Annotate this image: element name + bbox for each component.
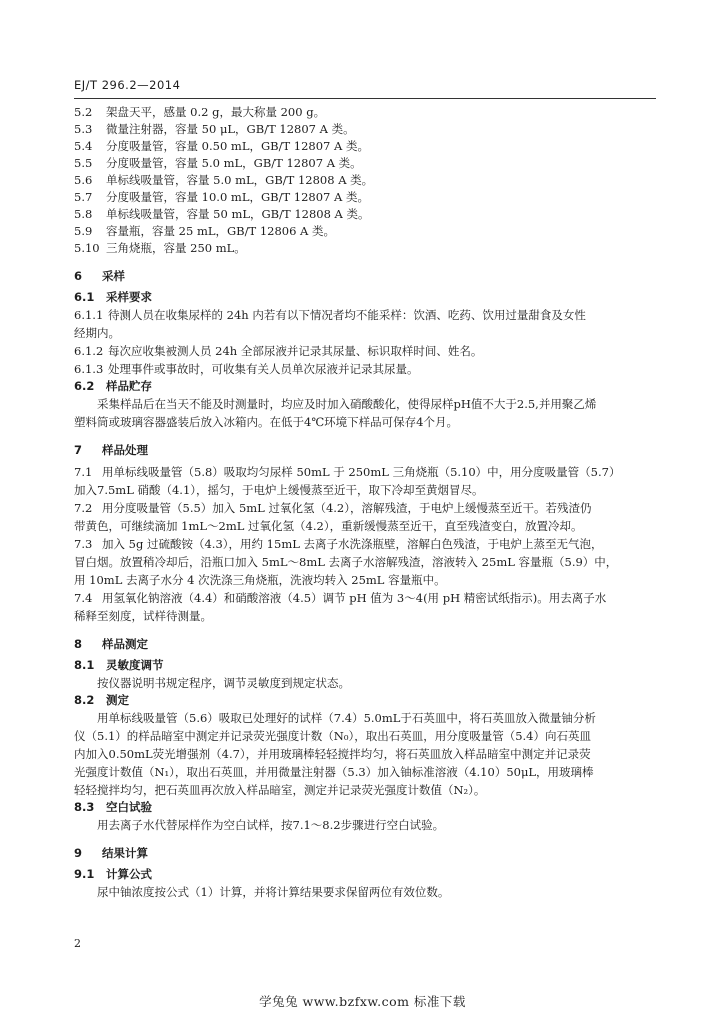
list-item: 5.2 架盘天平，感量 0.2 g，最大称量 200 g。 [74,105,326,119]
paragraph: 6.1.1 待测人员在收集尿样的 24h 内若有以下情况者均不能采样：饮酒、吃药、饮用过量甜食及女性 [74,308,586,322]
paragraph: 7.4 用氢氧化钠溶液（4.4）和硝酸溶液（4.5）调节 pH 值为 3～4(用 pH 精密试纸指示)。用去离子水 [74,591,607,605]
paragraph: 采集样品后在当天不能及时测量时，均应及时加入硝酸酸化，使得尿样pH值不大于2.5,并用聚乙烯 [97,397,597,411]
paragraph: 7.3 加入 5g 过硫酸铵（4.3），用约 15mL 去离子水洗涤瓶壁，溶解白色残渣，于电炉上蒸至无气泡， [74,537,603,551]
paragraph: 7.1 用单标线吸量管（5.8）吸取均匀尿样 50mL 于 250mL 三角烧瓶（5.10）中，用分度吸量管（5.7） [74,465,621,479]
list-item: 5.3 微量注射器，容量 50 μL，GB/T 12807 A 类。 [74,122,355,136]
paragraph: 按仪器说明书规定程序，调节灵敏度到规定状态。 [97,676,350,690]
paragraph-continuation: 内加入0.50mL荧光增强剂（4.7），并用玻璃棒轻轻搅拌均匀，将石英皿放入样品暗室中测定并记录荧 [74,747,591,761]
section-heading-measurement: 8 样品测定 [74,637,148,651]
paragraph-continuation: 仪（5.1）的样品暗室中测定并记录荧光强度计数（N₀），取出石英皿，用分度吸量管（5.4）向石英皿 [74,729,591,743]
list-item: 5.5 分度吸量管，容量 5.0 mL，GB/T 12807 A 类。 [74,156,362,170]
paragraph: 6.1.3 处理事件或事故时，可收集有关人员单次尿液并记录其尿量。 [74,362,419,376]
list-item: 5.6 单标线吸量管，容量 5.0 mL，GB/T 12808 A 类。 [74,173,374,187]
list-item: 5.10 三角烧瓶，容量 250 mL。 [74,241,246,255]
paragraph-continuation: 塑料筒或玻璃容器盛装后放入冰箱内。在低于4℃环境下样品可保存4个月。 [74,415,458,429]
subsection-heading: 8.1 灵敏度调节 [74,658,164,672]
list-item: 5.8 单标线吸量管，容量 50 mL，GB/T 12808 A 类。 [74,207,370,221]
subsection-heading: 9.1 计算公式 [74,867,152,881]
paragraph-continuation: 轻轻搅拌均匀，把石英皿再次放入样品暗室，测定并记录荧光强度计数值（N₂）。 [74,783,486,797]
paragraph: 7.2 用分度吸量管（5.5）加入 5mL 过氧化氢（4.2），溶解残渣，于电炉上缓慢蒸至近干。若残渣仍 [74,501,592,515]
paragraph-continuation: 带黄色，可继续滴加 1mL～2mL 过氧化氢（4.2），重新缓慢蒸至近干，直至残渣变白，放置冷却。 [74,519,583,533]
equipment-list [74,104,659,257]
paragraph-continuation: 冒白烟。放置稍冷却后，沿瓶口加入 5mL～8mL 去离子水溶解残渣，溶液转入 25mL 容量瓶（5.9）中， [74,555,618,569]
subsection-heading: 8.2 测定 [74,693,129,707]
footer-watermark: 学兔兔 www.bzfxw.com 标准下载 [259,994,466,1009]
paragraph-continuation: 光强度计数值（N₁），取出石英皿，并用微量注射器（5.3）加入铀标准溶液（4.10）50μL，用玻璃棒 [74,765,594,779]
list-item: 5.4 分度吸量管，容量 0.50 mL，GB/T 12807 A 类。 [74,139,369,153]
section-heading-sampling: 6 采样 [74,269,125,283]
paragraph-continuation: 经期内。 [74,326,120,340]
main-content [74,104,659,901]
paragraph-continuation: 加入7.5mL 硝酸（4.1），摇匀，于电炉上缓慢蒸至近干，取下冷却至黄烟冒尽。 [74,483,484,497]
list-item: 5.9 容量瓶，容量 25 mL，GB/T 12806 A 类。 [74,224,336,238]
subsection-heading: 6.2 样品贮存 [74,379,152,393]
header-rule [74,98,656,99]
paragraph-continuation: 稀释至刻度，试样待测量。 [74,609,212,623]
list-item: 5.7 分度吸量管，容量 10.0 mL，GB/T 12807 A 类。 [74,190,369,204]
subsection-heading: 8.3 空白试验 [74,800,152,814]
paragraph-continuation: 用 10mL 去离子水分 4 次洗涤三角烧瓶，洗液均转入 25mL 容量瓶中。 [74,573,446,587]
paragraph: 用去离子水代替尿样作为空白试样，按7.1～8.2步骤进行空白试验。 [97,818,445,832]
paragraph: 用单标线吸量管（5.6）吸取已处理好的试样（7.4）5.0mL于石英皿中，将石英皿放入微量铀分析 [97,711,596,725]
standard-code: EJ/T 296.2—2014 [74,78,181,92]
page-number: 2 [74,937,81,950]
subsection-heading: 6.1 采样要求 [74,290,152,304]
section-heading-processing: 7 样品处理 [74,443,148,457]
paragraph: 尿中铀浓度按公式（1）计算，并将计算结果要求保留两位有效位数。 [97,885,450,899]
section-heading-calculation: 9 结果计算 [74,846,148,860]
paragraph: 6.1.2 每次应收集被测人员 24h 全部尿液并记录其尿量、标识取样时间、姓名。 [74,344,483,358]
